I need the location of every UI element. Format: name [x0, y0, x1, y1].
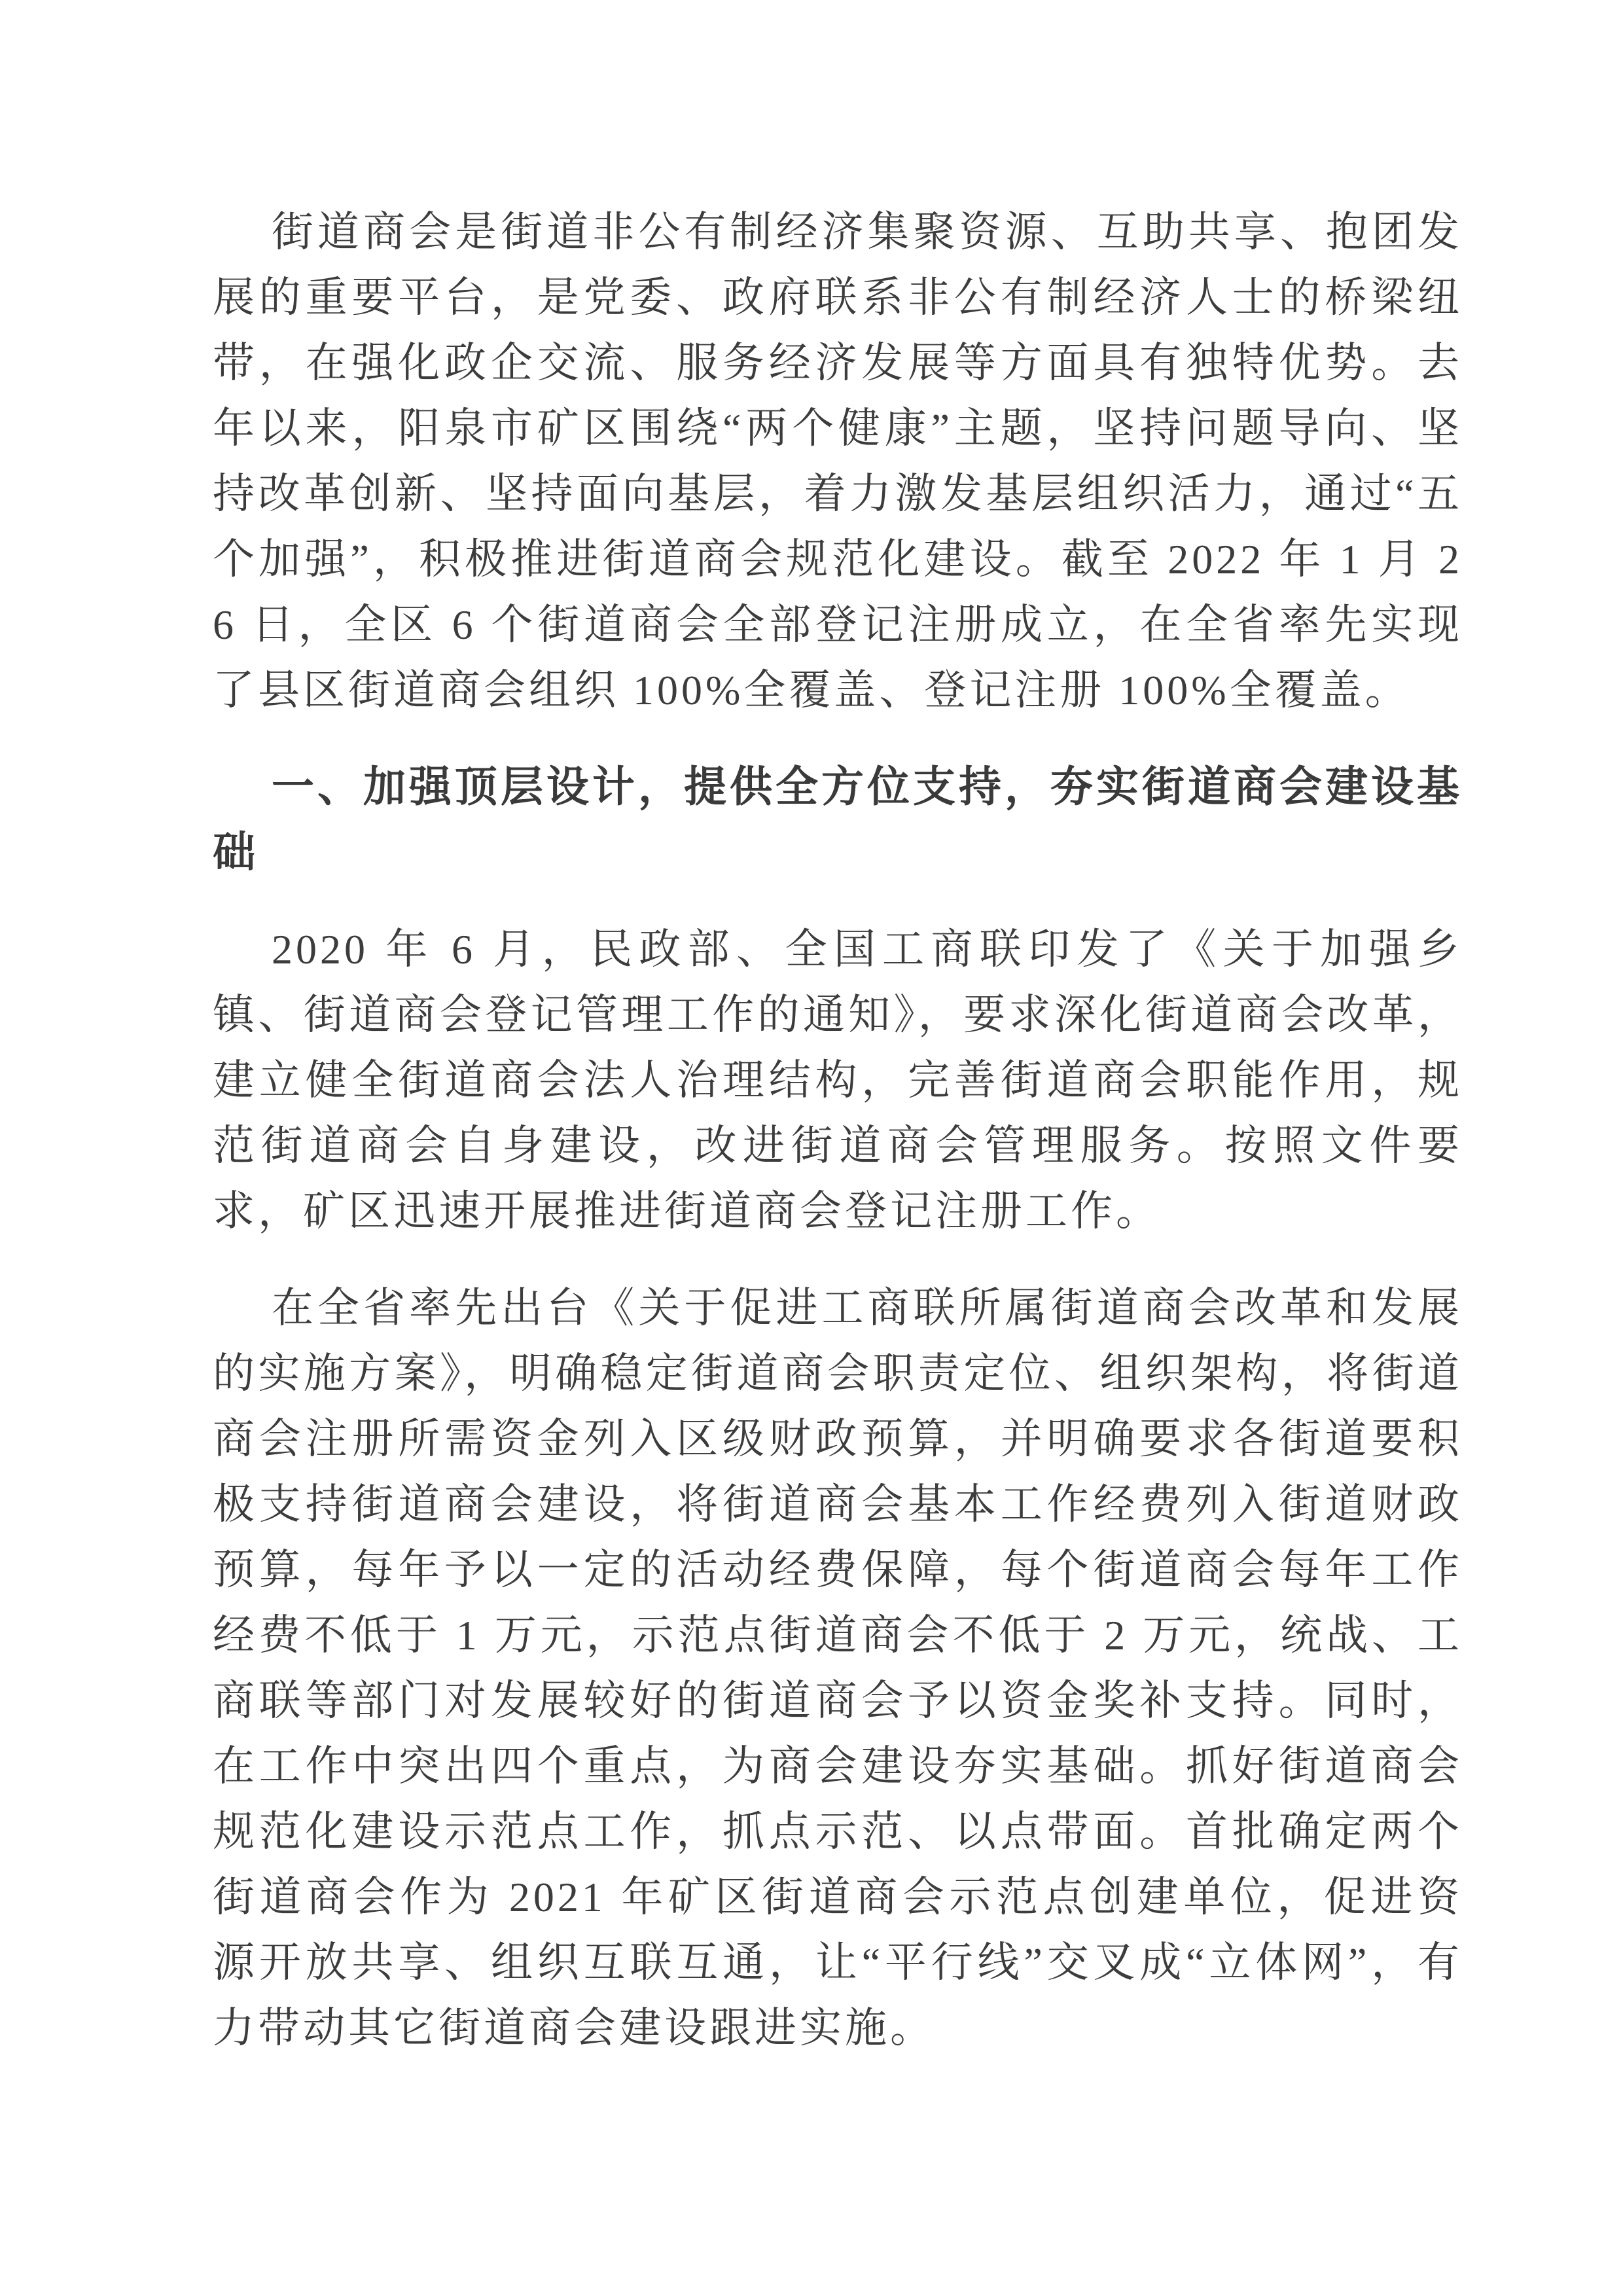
paragraph-notice-2020: 2020 年 6 月，民政部、全国工商联印发了《关于加强乡镇、街道商会登记管理工作的通知》，要求深化街道商会改革，建立健全街道商会法人治理结构，完善街道商会职能作用，规范街道商会自身建设，改进街道商会管理服务。按照文件要求，矿区迅速开展推进街道商会登记注册工作。 [213, 926, 1463, 1234]
section-heading-1: 一、加强顶层设计，提供全方位支持，夯实街道商会建设基础 [213, 764, 1463, 876]
paragraph-intro: 街道商会是街道非公有制经济集聚资源、互助共享、抱团发展的重要平台，是党委、政府联系非公有制经济人士的桥梁纽带，在强化政企交流、服务经济发展等方面具有独特优势。去年以来，阳泉市矿区围绕“两个健康”主题，坚持问题导向、坚持改革创新、坚持面向基层，着力激发基层组织活力，通过“五个加强”，积极推进街道商会规范化建设。截至 2022 年 1 月 26 日，全区 6 个街道商会全部登记注册成立，在全省率先实现了县区街道商会组织 100%全覆盖、登记注册 100%全覆盖。 [213, 209, 1463, 713]
paragraph-implementation-plan: 在全省率先出台《关于促进工商联所属街道商会改革和发展的实施方案》，明确稳定街道商会职责定位、组织架构，将街道商会注册所需资金列入区级财政预算，并明确要求各街道要积极支持街道商会建设，将街道商会基本工作经费列入街道财政预算，每年予以一定的活动经费保障，每个街道商会每年工作经费不低于 1 万元，示范点街道商会不低于 2 万元，统战、工商联等部门对发展较好的街道商会予以资金奖补支持。同时，在工作中突出四个重点，为商会建设夯实基础。抓好街道商会规范化建设示范点工作，抓点示范、以点带面。首批确定两个街道商会作为 2021 年矿区街道商会示范点创建单位，促进资源开放共享、组织互联互通，让“平行线”交叉成“立体网”，有力带动其它街道商会建设跟进实施。 [213, 1285, 1463, 2051]
